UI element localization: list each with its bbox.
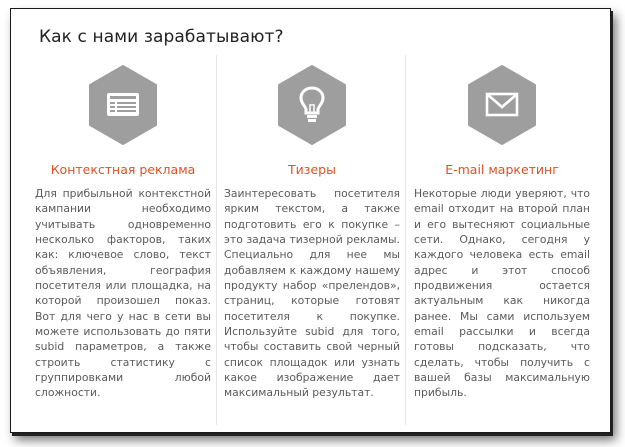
envelope-icon: [467, 65, 537, 145]
lightbulb-icon: [277, 65, 347, 145]
browser-window-icon: [88, 65, 158, 145]
feature-column-context-ads: [35, 65, 211, 401]
content-panel: [10, 8, 611, 433]
feature-title: E-mail маркетинг: [445, 162, 559, 177]
section-heading: Как с нами зарабатывают?: [39, 27, 284, 47]
feature-description: Заинтересовать посетителя ярким текстом, а также подготовить его к покупке – это задача тизерной рекламы. Специально для нее мы добавляем к каждому нашему продукту набор «прелендов», страниц, которые готовят посетителя к покупке. Используйте subid для того, чтобы составить свой черный список площадок или узнать какое изображение дает максимальный результат.: [224, 187, 400, 400]
feature-column-teasers: [224, 65, 400, 401]
feature-description: Некоторые люди уверяют, что email отходит на второй план и его вытесняют социальные сети. Однако, сегодня у каждого человека есть email адрес и этот способ продвижения остается актуальным как никогда ранее. Мы сами используем email рассылки и всегда готовы подсказать, что сделать, чтобы получить с вашей базы максимальную прибыль.: [414, 187, 590, 400]
column-divider: [405, 55, 406, 425]
feature-title: Контекстная реклама: [50, 162, 196, 177]
column-divider: [216, 55, 217, 425]
feature-column-email: [414, 65, 590, 401]
feature-description: Для прибыльной контекстной кампании необходимо учитывать одновременно несколько факторов, таких как: ключевое слово, текст объявления, география посетителя или площадка, на которой произошел показ. Вот для чего у нас в сети вы можете использовать до пяти subid параметров, а также строить статистику с группировками любой сложности.: [35, 187, 211, 400]
feature-title: Тизеры: [288, 162, 336, 177]
